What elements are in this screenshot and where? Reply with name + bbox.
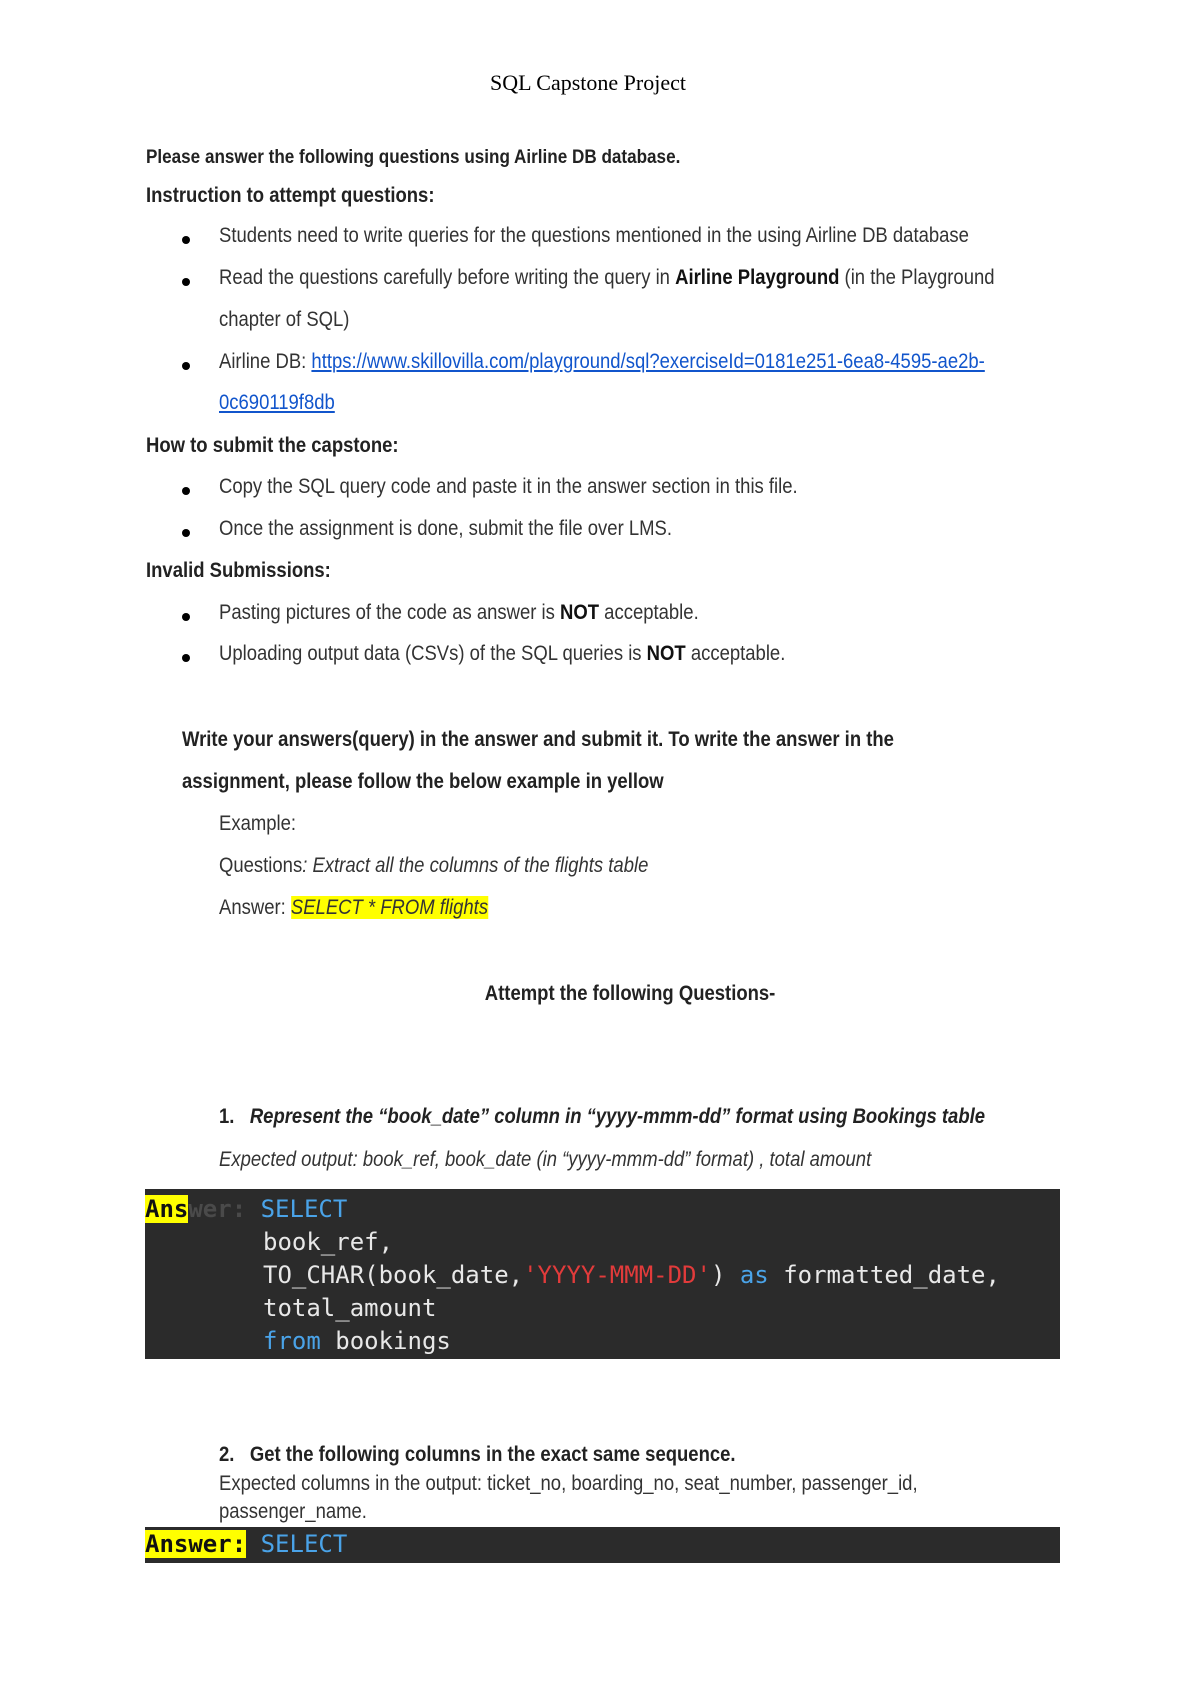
- invalid-heading: Invalid Submissions:: [146, 559, 331, 582]
- code-string: 'YYYY-MMM-DD': [523, 1261, 711, 1289]
- not-label: NOT: [560, 601, 600, 624]
- instruction-item-1: Students need to write queries for the questions mentioned in the using Airline DB database: [219, 224, 969, 247]
- instructions-heading: Instruction to attempt questions:: [146, 184, 435, 207]
- example-answer-highlight: SELECT * FROM flights: [290, 896, 489, 919]
- bullet-icon: [182, 613, 190, 621]
- instruction-item-2-suffix: (in the Playground: [839, 266, 995, 289]
- answer-label-highlight: Ans: [145, 1195, 189, 1223]
- question-2-answer-block[interactable]: [145, 1527, 1060, 1563]
- code-line-3: [263, 1261, 1000, 1289]
- code-keyword: SELECT: [260, 1195, 348, 1223]
- page-title: SQL Capstone Project: [490, 70, 686, 95]
- bullet-icon: [182, 529, 190, 537]
- invalid-item-2-suffix: acceptable.: [685, 642, 786, 665]
- answer-label: [145, 1195, 347, 1223]
- write-instructions-line2: assignment, please follow the below example in yellow: [182, 770, 664, 793]
- question-1-answer-block[interactable]: [145, 1189, 1060, 1359]
- question-2-expected-line1: Expected columns in the output: ticket_no, boarding_no, seat_number, passenger_id,: [219, 1472, 918, 1495]
- bullet-icon: [182, 654, 190, 662]
- bullet-icon: [182, 236, 190, 244]
- code-function: TO_CHAR(book_date,: [263, 1261, 524, 1289]
- question-1-text: Represent the “book_date” column in “yyyy-mmm-dd” format using Bookings table: [249, 1105, 986, 1128]
- question-2-number: 2.: [219, 1443, 235, 1466]
- submit-item-2: Once the assignment is done, submit the file over LMS.: [219, 517, 672, 540]
- example-question: [219, 854, 648, 878]
- invalid-item-1-suffix: acceptable.: [599, 601, 699, 624]
- code-line-5: [263, 1327, 451, 1355]
- invalid-item-2-text: Uploading output data (CSVs) of the SQL queries is: [219, 642, 647, 665]
- airline-db-link[interactable]: https://www.skillovilla.com/playground/sql?exerciseId=0181e251-6ea8-4595-ae2b-: [311, 350, 985, 373]
- code-keyword: from: [263, 1327, 321, 1355]
- submit-heading: How to submit the capstone:: [146, 434, 399, 457]
- instruction-item-2-line2: chapter of SQL): [219, 308, 350, 331]
- question-text: : Extract all the columns of the flights table: [302, 854, 649, 877]
- question-1-number: 1.: [219, 1105, 235, 1128]
- invalid-item-1: [219, 601, 699, 625]
- intro-text: Please answer the following questions using Airline DB database.: [146, 147, 681, 168]
- question-1-expected: Expected output: book_ref, book_date (in “yyyy-mmm-dd” format) , total amount: [219, 1148, 872, 1171]
- airline-playground-label: Airline Playground: [675, 266, 840, 289]
- code-line-4: total_amount: [263, 1294, 437, 1322]
- question-2-expected-line2: passenger_name.: [219, 1500, 367, 1523]
- bullet-icon: [182, 487, 190, 495]
- invalid-item-2: [219, 642, 785, 666]
- example-answer: [219, 896, 488, 920]
- example-label: Example:: [219, 812, 297, 835]
- code-line-2: book_ref,: [263, 1228, 394, 1256]
- airline-db-label: Airline DB:: [219, 350, 312, 373]
- answer-label-highlight: Answer:: [145, 1530, 247, 1558]
- code-keyword: SELECT: [260, 1530, 348, 1558]
- airline-db-link-line2[interactable]: [219, 391, 335, 415]
- attempt-heading: [0, 982, 1200, 1006]
- code-table: bookings: [320, 1327, 451, 1355]
- bullet-icon: [182, 362, 190, 370]
- submit-item-1: Copy the SQL query code and paste it in the answer section in this file.: [219, 475, 798, 498]
- write-instructions-line1: Write your answers(query) in the answer and submit it. To write the answer in the: [182, 728, 894, 751]
- bullet-icon: [182, 278, 190, 286]
- instruction-item-2-text: Read the questions carefully before writing the query in: [219, 266, 676, 289]
- attempt-heading-text: Attempt the following Questions-: [484, 982, 776, 1005]
- code-alias: formatted_date,: [768, 1261, 1000, 1289]
- invalid-item-1-text: Pasting pictures of the code as answer is: [219, 601, 561, 624]
- question-label: Questions: [219, 854, 303, 877]
- question-2: [219, 1443, 736, 1467]
- instruction-item-3: [219, 350, 985, 374]
- not-label: NOT: [646, 642, 686, 665]
- code-paren: ): [710, 1261, 740, 1289]
- answer-label: [145, 1530, 347, 1558]
- instruction-item-2: [219, 266, 995, 290]
- answer-label: Answer:: [219, 896, 291, 919]
- answer-label-rest: wer:: [188, 1195, 247, 1223]
- code-keyword: as: [739, 1261, 769, 1289]
- question-2-text: Get the following columns in the exact same sequence.: [249, 1443, 736, 1466]
- airline-db-link-cont[interactable]: 0c690119f8db: [219, 391, 335, 414]
- question-1: [219, 1105, 985, 1129]
